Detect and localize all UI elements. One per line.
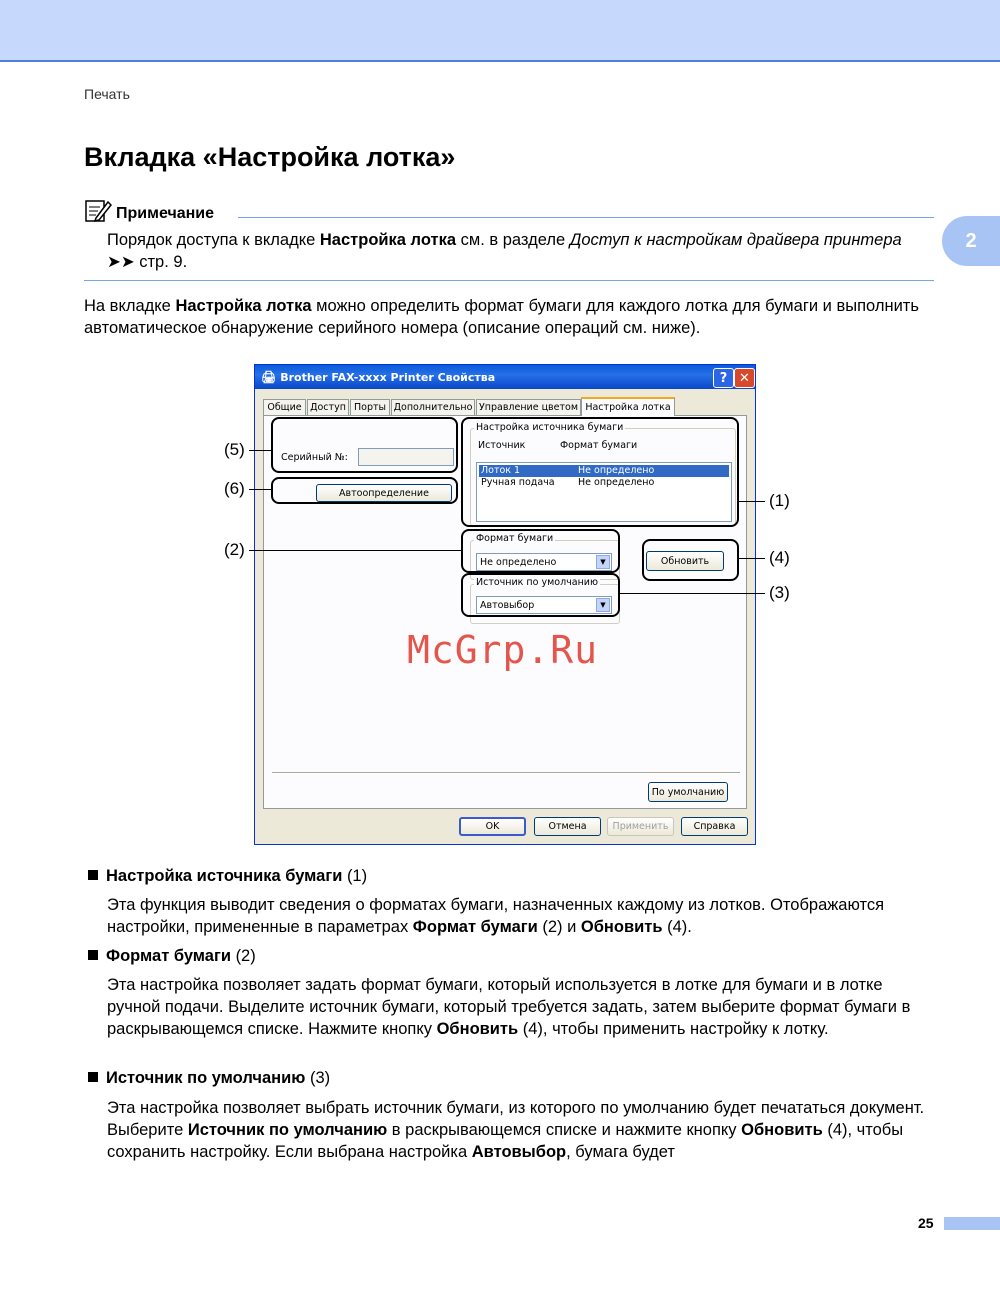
bullet-square-icon bbox=[88, 950, 98, 960]
callout-line-5 bbox=[249, 450, 271, 451]
list-item-paragraph: Эта настройка позволяет задать формат бумаги, который используется в лотке для бумаги и в лотке ручной подачи. Выделите источник бумаги, который требуется задать, затем выберите формат бумаги в раскрывающемся списке. Нажмите кнопку Обновить (4), чтобы применить настройку к лотку. bbox=[107, 976, 911, 1038]
note-title: Примечание bbox=[116, 205, 215, 222]
note-text: Порядок доступа к вкладке Настройка лотка см. в разделе Доступ к настройкам драйвера принтера ➤➤ стр. 9. bbox=[107, 231, 902, 271]
bullet-square-icon bbox=[88, 870, 98, 880]
list-item-paragraph: Эта функция выводит сведения о форматах бумаги, назначенных каждому из лотков. Отображаются настройки, примененные в параметрах Формат бумаги (2) и Обновить (4). bbox=[107, 896, 885, 936]
close-icon[interactable]: ✕ bbox=[734, 368, 755, 388]
callout-line-2 bbox=[249, 550, 461, 551]
callout-box-serial bbox=[271, 417, 458, 473]
list-item-paragraph: Эта настройка позволяет выбрать источник бумаги, из которого по умолчанию будет печататься документ. Выберите Источник по умолчанию в раскрывающемся списке и нажмите кнопку Обновить (4), чтобы сохранить настройку. Если выбрана настройка Автовыбор, бумага будет bbox=[107, 1099, 925, 1161]
cancel-button[interactable]: Отмена bbox=[534, 817, 601, 836]
note-bottom-divider bbox=[84, 280, 934, 281]
chapter-tab: 2 bbox=[942, 216, 1000, 266]
running-header: Печать bbox=[84, 86, 130, 102]
default-source-select[interactable]: Автовыбор ▼ bbox=[476, 596, 612, 614]
tab-tray-settings[interactable]: Настройка лотка bbox=[581, 397, 675, 416]
page-number-bar bbox=[944, 1217, 1000, 1230]
callout-box-default-source bbox=[461, 573, 620, 617]
serial-label: Серийный №: bbox=[281, 452, 348, 463]
tab-general[interactable]: Общие bbox=[263, 399, 306, 415]
autodetect-button[interactable]: Автоопределение bbox=[316, 484, 452, 502]
page-title: Вкладка «Настройка лотка» bbox=[84, 142, 456, 172]
paper-size-label: Формат бумаги bbox=[476, 533, 554, 544]
tab-advanced[interactable]: Дополнительно bbox=[391, 399, 475, 415]
intro-paragraph: На вкладке Настройка лотка можно определить формат бумаги для каждого лотка для бумаги и выполнить автоматическое обнаружение серийного номера (описание операций см. ниже). bbox=[84, 297, 919, 337]
defaults-button[interactable]: По умолчанию bbox=[648, 782, 728, 802]
tab-access[interactable]: Доступ bbox=[307, 399, 349, 415]
callout-6: (6) bbox=[224, 479, 245, 498]
column-format-header: Формат бумаги bbox=[560, 440, 638, 451]
tab-ports[interactable]: Порты bbox=[350, 399, 390, 415]
help-button[interactable]: Справка bbox=[681, 817, 748, 836]
paper-size-select[interactable]: Не определено ▼ bbox=[476, 553, 612, 571]
panel-separator bbox=[272, 772, 740, 774]
callout-box-update bbox=[642, 539, 739, 581]
callout-2: (2) bbox=[224, 540, 245, 559]
ok-button[interactable]: OK bbox=[459, 817, 526, 836]
top-band bbox=[0, 0, 1000, 62]
callout-4: (4) bbox=[769, 548, 790, 567]
chevron-down-icon: ▼ bbox=[596, 555, 610, 569]
list-item[interactable]: Ручная подача Не определено bbox=[481, 477, 655, 488]
callout-line-4 bbox=[739, 558, 765, 559]
dialog-titlebar bbox=[255, 365, 755, 389]
paper-source-group-label: Настройка источника бумаги bbox=[476, 422, 624, 433]
callout-box-paper-size bbox=[461, 529, 620, 573]
callout-line-3 bbox=[620, 593, 765, 594]
callout-1: (1) bbox=[769, 491, 790, 510]
callout-box-autodetect bbox=[271, 477, 458, 504]
note-divider bbox=[238, 217, 934, 218]
watermark: McGrp.Ru bbox=[407, 628, 599, 672]
callout-line-6 bbox=[249, 489, 271, 490]
callout-line-1 bbox=[739, 501, 765, 502]
note-link[interactable]: Доступ к настройкам драйвера принтера bbox=[569, 231, 902, 249]
list-item-heading: Настройка источника бумаги (1) bbox=[88, 865, 367, 887]
update-button[interactable]: Обновить bbox=[646, 551, 724, 571]
help-icon[interactable]: ? bbox=[713, 368, 734, 388]
tab-color-management[interactable]: Управление цветом bbox=[476, 399, 581, 415]
list-item-heading: Формат бумаги (2) bbox=[88, 945, 256, 967]
bullet-square-icon bbox=[88, 1072, 98, 1082]
callout-5: (5) bbox=[224, 440, 245, 459]
page-number: 25 bbox=[918, 1215, 934, 1231]
default-source-label: Источник по умолчанию bbox=[476, 577, 598, 588]
list-item-heading: Источник по умолчанию (3) bbox=[88, 1067, 330, 1089]
printer-icon: 🖨 bbox=[261, 370, 277, 384]
callout-box-source bbox=[461, 417, 739, 527]
column-source-header: Источник bbox=[478, 440, 526, 451]
callout-3: (3) bbox=[769, 583, 790, 602]
apply-button[interactable]: Применить bbox=[607, 817, 674, 836]
dialog-title: Brother FAX-xxxx Printer Свойства bbox=[280, 370, 496, 384]
list-item[interactable]: Лоток 1 Не определено bbox=[479, 465, 729, 477]
note-pencil-icon bbox=[84, 198, 112, 224]
chevron-down-icon: ▼ bbox=[596, 598, 610, 612]
